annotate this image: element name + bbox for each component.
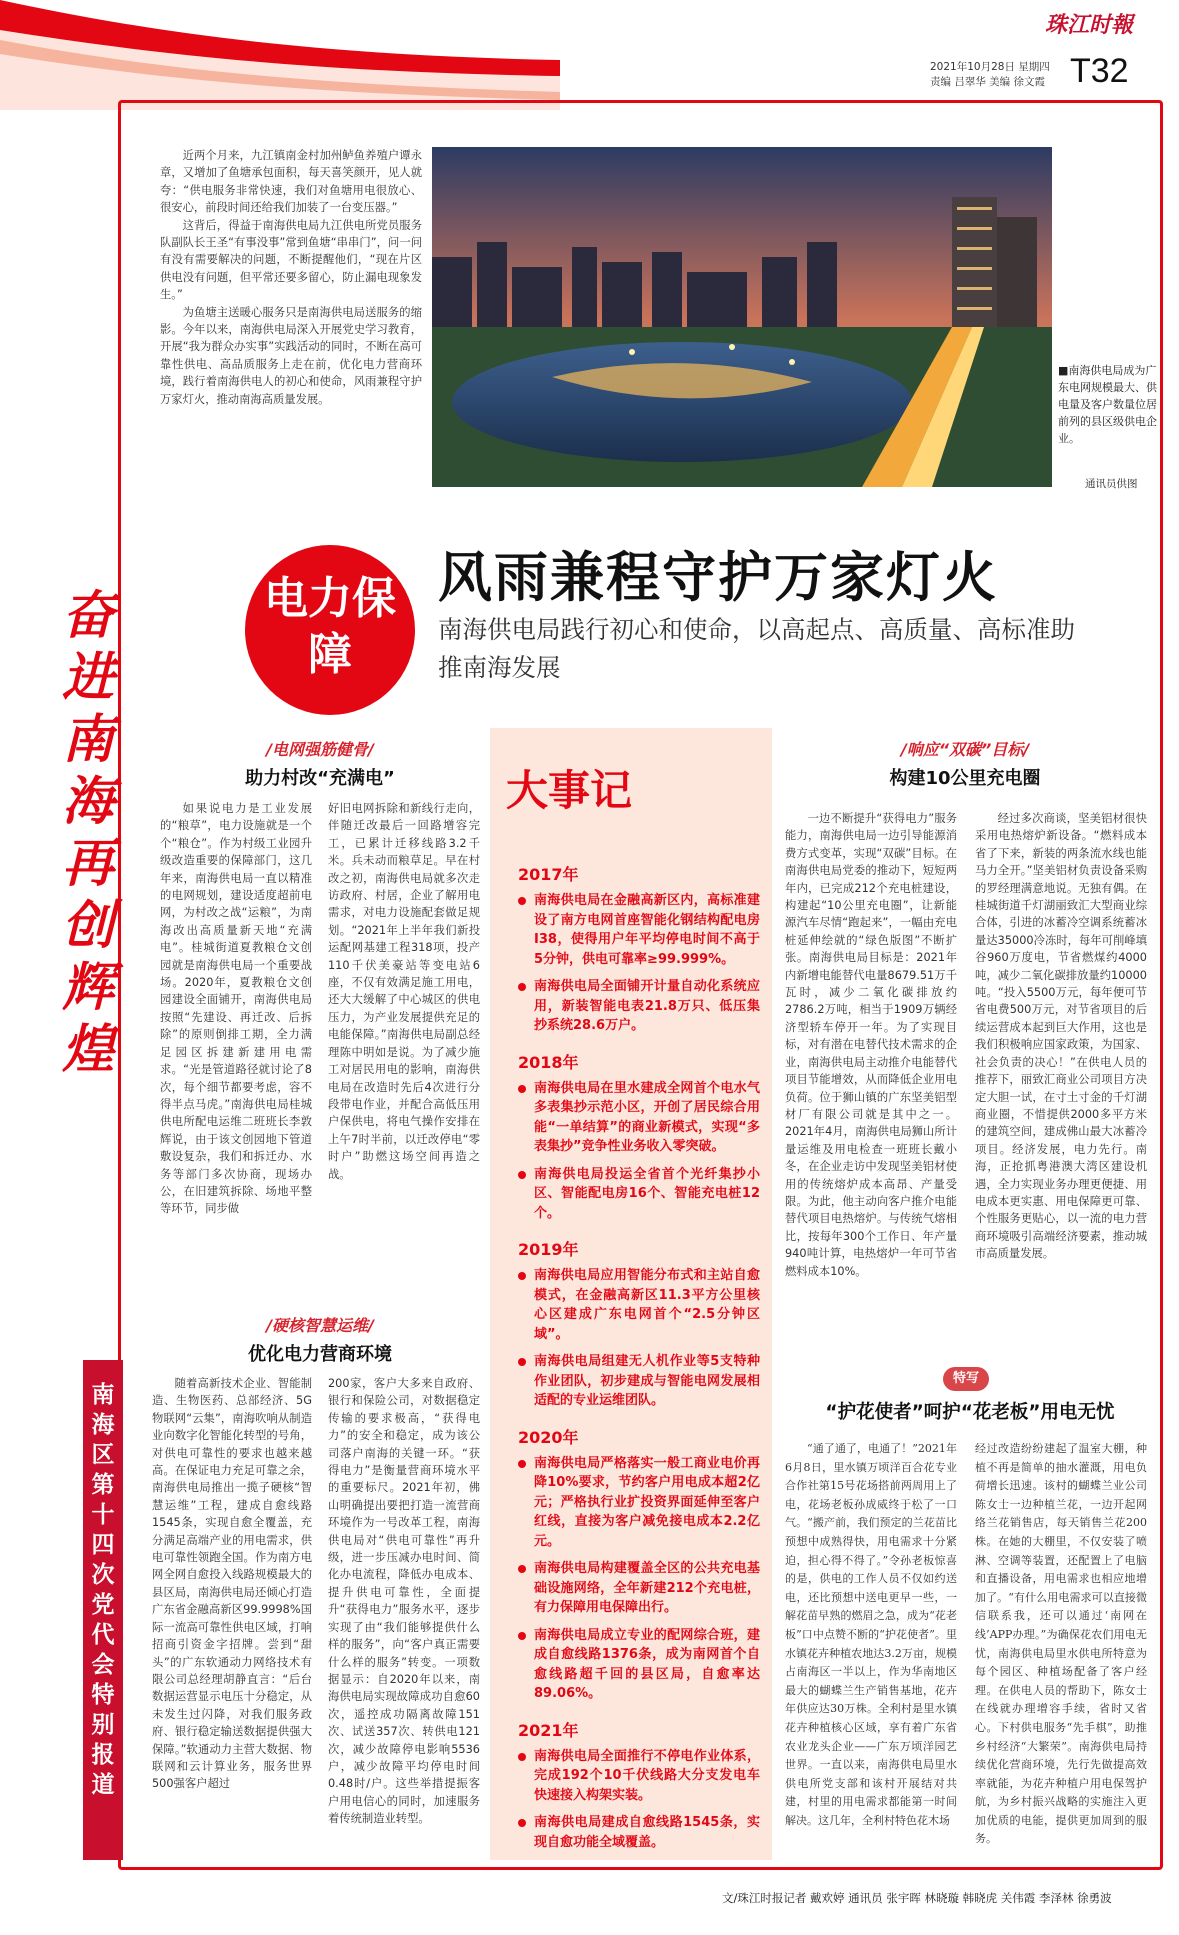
- power-guarantee-badge: 电力保障: [245, 545, 415, 715]
- milestone-item: 南海供电局在金融高新区内，高标准建设了南方电网首座智能化钢结构配电房I38，使得用户年平均停电时间不高于5分钟，供电可靠率≥99.999%。: [518, 891, 760, 969]
- body-text: “通了通了，电通了！”2021年6月8日，里水镇万顷洋百合花专业合作社第15号花场搭前两周用上了电，花场老板孙成威终于松了一口气。“搬产前，我们预定的兰花苗比预想中成熟得快，用电需求十分紧迫，担心得不得了。”令孙老板惊喜的是，供电的工作人员不仅如约送电，还比预想中送电更早一些，一解花苗早熟的燃眉之急，成为“花老板”口中点赞不断的“护花使者”。里水镇花卉种植农地达3.2万亩，规模占南海区一半以上，作为华南地区最大的蝴蝶兰生产销售基地，花卉年供应达30万株。全利村是里水镇花卉种植核心区域，享有着广东省农业龙头企业——广东万顷洋园艺世界。一直以来，南海供电局里水供电所党支部和该村开展结对共建，村里的用电需求都能第一时间解决。这几年，全利村特色花木场: [785, 1442, 957, 1827]
- section-kicker: /硬核智慧运维/: [266, 1316, 374, 1335]
- section-ops-col2: [328, 1375, 480, 1845]
- feature-title: “护花使者”呵护“花老板”用电无忧: [825, 1402, 1115, 1423]
- intro-paragraph: 为鱼塘主送暖心服务只是南海供电局送服务的缩影。今年以来，南海供电局深入开展党史学习教育，开展“我为群众办实事”实践活动的同时，不断在高可靠性供电、高品质服务上走在前，优化电力营商环境，践行着南海供电人的初心和使命，风雨兼程守护万家灯火，推动南海高质量发展。: [160, 305, 422, 406]
- masthead: 珠江时報: [1045, 12, 1134, 38]
- milestone-item: 南海供电局全面铺开计量自动化系统应用，新装智能电表21.8万只、低压集抄系统28.6万户。: [518, 977, 760, 1036]
- milestone-item: 南海供电局应用智能分布式和主站自愈模式，在金融高新区11.3平方公里核心区建成广东电网首个“2.5分钟区域”。: [518, 1266, 760, 1344]
- milestone-year: 2017年: [518, 865, 579, 884]
- body-text: 如果说电力是工业发展的“粮草”，电力设施就是一个个“粮仓”。作为村级工业园升级改造重要的保障部门，这几年来，南海供电局一直以精准的电网规划，建设适度超前电网，为村改之战“运粮”，为南海改出高质量新天地“充满电”。桂城街道夏教粮仓文创园就是南海供电局一个重要战场。2020年，夏教粮仓文创园建设全面铺开，南海供电局按照“先建设、再迁改、后拆除”的原则倒排工期，全力满足园区拆建新建用电需求。“光是管道路径就讨论了8次，每个细节都要考虑，容不得半点马虎。”南海供电局桂城供电所配电运维二班班长李敦辉说，由于该文创园地下管道敷设复杂，我们和拆迁办、水务等部门多次协商，现场办公，在旧建筑拆除、场地平整等环节，同步做: [160, 802, 312, 1216]
- body-text: 200家，客户大多来自政府、银行和保险公司，对数据稳定传输的要求极高，“获得电力”的安全和稳定，成为该公司落户南海的关键一环。“获得电力”是衡量营商环境水平的重要标尺。2021年初，佛山明确提出要把打造一流营商环境作为一号改革工程，南海供电局对“供电可靠性”再升级，进一步压减办电时间、简化办电流程，降低办电成本、提升供电可靠性，全面提升“获得电力”服务水平，逐步实现了由“我们能够提供什么样的服务”，向“客户真正需要什么样的服务”转变。一项数据显示：自2020年以来，南海供电局实现故障成功自愈60次，遥控成功隔离故障151次、试送357次、转供电121次，减少故障停电影响5536户，减少故障平均停电时间0.48时/户。这些举措提振客户用电信心的同时，加速服务着传统制造业转型。: [328, 1377, 480, 1826]
- milestone-item: 南海供电局建成自愈线路1545条，实现自愈功能全域覆盖。: [518, 1813, 760, 1852]
- photo-credit: 通讯员供图: [1085, 478, 1138, 490]
- body-text: 经过改造纷纷建起了温室大棚，种植不再是简单的抽水灌溉，用电负荷增长迅速。该村的蝴蝶兰业公司陈女士一边种植兰花，一边开起网络兰花销售店，每天销售兰花200株。在她的大棚里，不仅安装了喷淋、空调等装置，还配置上了电脑和直播设备，用电需求也相应地增加了。“有什么用电需求可以直接微信联系我，还可以通过‘南网在线’APP办理。”为确保花农们用电无忧，南海供电局里水供电所特意为每个园区、种植场配备了客户经理。在供电人员的帮助下，陈女士在线就办理增容手续，省时又省心。下村供电服务“先手棋”，助推乡村经济“大繁荣”。南海供电局持续优化营商环境，先行先做提高效率就能，为花卉种植户用电保驾护航，为乡村振兴战略的实施注入更加优质的电能，提供更加周到的服务。: [975, 1442, 1147, 1846]
- section-ops-col1: [152, 1375, 312, 1845]
- section-grid-head: [160, 737, 480, 790]
- milestone-item: 南海供电局严格落实一般工商业电价再降10%要求，节约客户用电成本超2亿元；严格执行业扩投资界面延伸至客户红线，直接为客户减免接电成本2.2亿元。: [518, 1454, 760, 1552]
- feature-col2: [975, 1440, 1147, 1855]
- page-number: T32: [1070, 52, 1129, 90]
- milestone-item: 南海供电局全面推行不停电作业体系，完成192个10千伏线路大分支发电车快速接入构架实装。: [518, 1747, 760, 1806]
- vertical-band-text: 南海区第十四次党代会特别报道: [91, 1381, 115, 1798]
- intro-column: [160, 147, 422, 492]
- milestone-item: 南海供电局构建覆盖全区的公共充电基础设施网络，全年新建212个充电桩，有力保障用电保障出行。: [518, 1559, 760, 1618]
- city-photo-illustration: [432, 147, 1052, 487]
- milestone-item: 南海供电局成立专业的配网综合班，建成自愈线路1376条，成为南网首个自愈线路超千回的县区局，自愈率达89.06%。: [518, 1626, 760, 1704]
- feature-tag: 特写: [943, 1367, 989, 1391]
- section-title: 构建10公里充电圈: [889, 768, 1041, 789]
- milestone-item: 南海供电局组建无人机作业等5支特种作业团队，初步建成与智能电网发展相适配的专业运维团队。: [518, 1352, 760, 1411]
- body-text: 随着高新技术企业、智能制造、生物医药、总部经济、5G物联网“云集”，南海吹响从制造业向数字化智能化转型的号角，对供电可靠性的要求也越来越高。在保证电力充足可靠之余，南海供电局推出一揽子硬核“智慧运维”工程，建成自愈线路1545条，实现自愈全覆盖，充分满足高端产业的用电需求，供电可靠性领跑全国。作为南方电网全网自愈投入线路规模最大的县区局，南海供电局还倾心打造广东省金融高新区99.9998%国际一流高可靠性供电区域，打响招商引资金字招牌。尝到“甜头”的广东软通动力网络技术有限公司总经理胡静直言：“后台数据运营显示电压十分稳定，从未发生过闪降，对我们服务政府、银行稳定输送数据提供强大保障。”软通动力主营大数据、物联网和云计算业务，服务世界500强客户超过: [152, 1377, 312, 1791]
- section-ops-head: [160, 1313, 480, 1366]
- section-grid-col2: [328, 800, 480, 1275]
- milestone-item: 南海供电局投运全省首个光纤集抄小区、智能配电房16个、智能充电桩12个。: [518, 1165, 760, 1224]
- section-carbon-col2: [975, 810, 1147, 1350]
- photo-caption: ■南海供电局成为广东电网规模最大、供电量及客户数量位居前列的县区级供电企业。: [1058, 364, 1157, 445]
- issue-meta: [930, 60, 1050, 90]
- main-headline: 风雨兼程守护万家灯火: [438, 545, 998, 609]
- section-carbon-col1: [785, 810, 957, 1350]
- milestones-list: [518, 848, 760, 1860]
- top-red-band: [0, 0, 560, 110]
- milestone-year: 2018年: [518, 1052, 579, 1072]
- body-text: 好旧电网拆除和新线行走向，伴随迁改最后一回路增容完工，已累计迁移线路3.2千米。兵未动而粮草足。早在村改之初，南海供电局就多次走访政府、村居，企业了解用电需求，对电力设施配套做足规划。“2021年上半年我们新投运配网基建工程318项，投产110千伏美豪站等变电站6座，不仅有效满足施工用电，还大大缓解了中心城区的供电压力，为产业发展提供充足的电能保障。”南海供电局副总经理陈中明如是说。为了减少施工对居民用电的影响，南海供电局在改造时先后4次进行分段带电作业，并配合高低压用户保供电，将电气操作安排在上午7时半前，以迁改停电“零时户”助燃这场空间再造之战。: [328, 802, 480, 1181]
- section-kicker: /响应“双碳”目标/: [900, 740, 1030, 759]
- city-night-photo: [432, 147, 1052, 487]
- byline: 文/珠江时报记者 戴欢婷 通讯员 张宇晖 林晓璇 韩晓虎 关伟霞 李泽林 徐勇波: [722, 1891, 1112, 1905]
- section-title: 助力村改“充满电”: [245, 768, 395, 789]
- section-carbon-head: [785, 737, 1145, 790]
- intro-paragraph: 近两个月来，九江镇南金村加州鲈鱼养殖户谭永章，又增加了鱼塘承包面积，每天喜笑颜开，见人就夸：“供电服务非常快速，我们对鱼塘用电很放心、很安心，前段时间还给我们加装了一台变压器。”: [160, 149, 422, 215]
- feature-col1: [785, 1440, 957, 1855]
- issue-editors: 责编 吕翠华 美编 徐文霞: [930, 76, 1046, 88]
- milestone-item: 南海供电局在里水建成全网首个电水气多表集抄示范小区，开创了居民综合用能“一单结算”的商业新模式，实现“多表集抄”竞争性业务收入零突破。: [518, 1079, 760, 1157]
- body-text: 一边不断提升“获得电力”服务能力，南海供电局一边引导能源消费方式变革，实现“双碳”目标。在南海供电局党委的推动下，短短两年内，已完成212个充电桩建设，构建起“10公里充电圈”，让新能源汽车尽情“跑起来”，一幅由充电桩延伸绘就的“绿色版图”不断扩张。南海供电局目标是：2021年内新增电能替代电量8679.51万千瓦时，减少二氧化碳排放约2786.2万吨，相当于1909万辆经济型轿车停开一年。为了实现目标，对有潜在电替代技术需求的企业，南海供电局主动推介电能替代项目节能增效，从而降低企业用电负荷。位于狮山镇的广东坚美铝型材厂有限公司就是其中之一。2021年4月，南海供电局狮山所计量运维及用电检查一班班长戴小冬，在企业走访中发现坚美铝材使用的传统熔炉成本高昂、产量受限。为此，他主动向客户推介电能替代项目电热熔炉。与传统气熔相比，按每年300个工作日、年产量940吨计算，电热熔炉一年可节省燃料成本10%。: [785, 812, 957, 1278]
- milestones-title: 大事记: [506, 766, 633, 815]
- milestones-panel: [490, 728, 772, 1860]
- vertical-slogan: 奋进南海 再创辉煌: [61, 585, 114, 1080]
- milestone-year: 2019年: [518, 1240, 579, 1259]
- intro-paragraph: 这背后，得益于南海供电局九江供电所党员服务队副队长王圣“有事没事”常到鱼塘“串串门”，问一问有没有需要解决的问题，不断提醒他们，“现在片区供电没有问题，但平常还要多留心，防止漏电现象发生。”: [160, 218, 422, 302]
- vertical-band: [83, 1360, 123, 1860]
- section-kicker: /电网强筋健骨/: [266, 740, 374, 759]
- milestone-year: 2021年: [518, 1720, 579, 1740]
- section-grid-col1: [160, 800, 312, 1275]
- sub-headline: 南海供电局践行初心和使命，以高起点、高质量、高标准助推南海发展: [438, 615, 1075, 682]
- milestone-year: 2020年: [518, 1427, 579, 1447]
- issue-date: 2021年10月28日 星期四: [930, 61, 1050, 73]
- body-text: 经过多次商谈，坚美铝材很快采用电热熔炉新设备。“燃料成本省了下来，新装的两条流水线也能马力全开。”坚美铝材负责设备采购的罗经理满意地说。无独有偶。在桂城街道千灯湖丽致汇大型商业综合体，引进的冰蓄冷空调系统蓄冰量达35000冷冻时，每年可削峰填谷960万度电，节省燃煤约4000吨，减少二氧化碳排放量约10000吨。“投入5500万元，每年便可节省电费500万元，对节省项目的后续运营成本起到巨大作用，这也是我们积极响应国家政策，为国家、社会负责的决心！”在供电人员的推荐下，丽致汇商业公司项目方决定大胆一试，在寸土寸金的千灯湖商业圈，不惜提供2000多平方米的建筑空间，建成佛山最大冰蓄冷项目。经济发展，电力先行。南海，正抢抓粤港澳大湾区建设机遇，全力实现业务办理更便捷、用电成本更实惠、用电保障更可靠、个性服务更贴心，以一流的电力营商环境吸引高端经济要素，推动城市高质量发展。: [975, 812, 1147, 1261]
- section-title: 优化电力营商环境: [248, 1344, 392, 1365]
